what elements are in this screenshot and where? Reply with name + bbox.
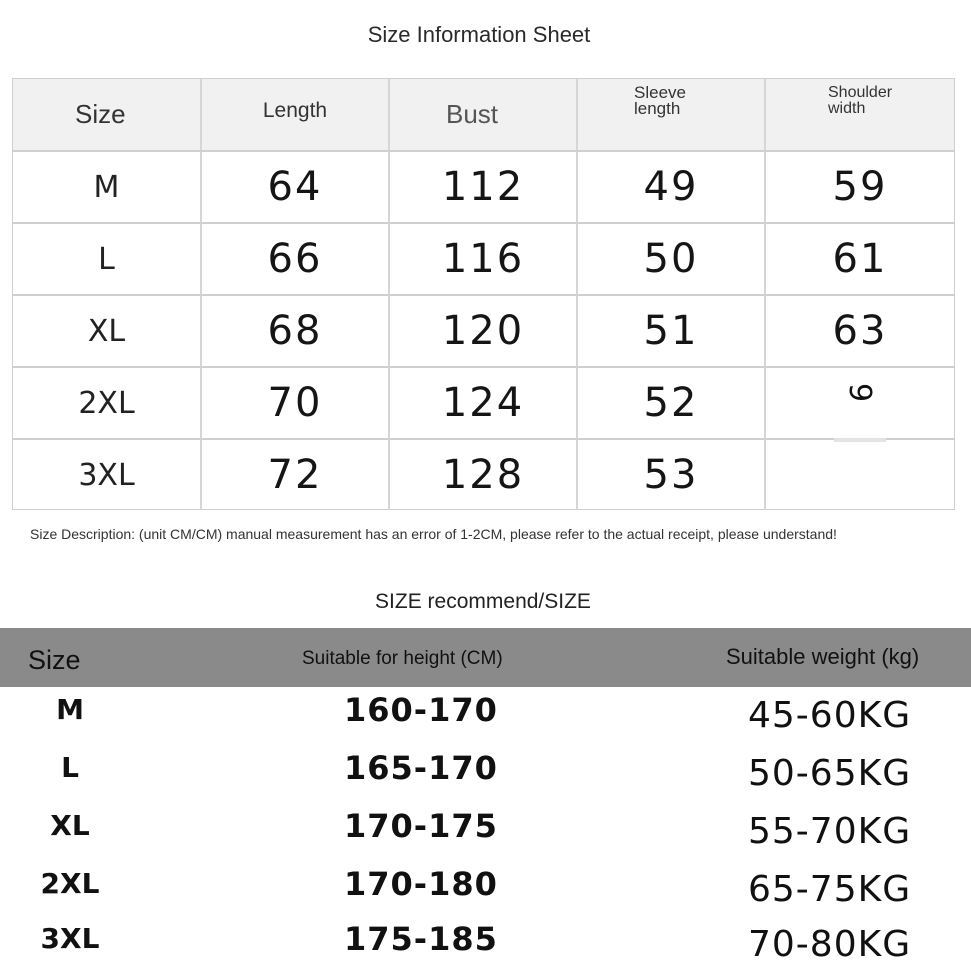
cell-size: M: [13, 152, 202, 222]
header-sleeve-line2: length: [634, 99, 681, 118]
recommend-height: 170-175: [344, 807, 498, 845]
cell-sleeve: 52: [578, 368, 766, 438]
cell-shoulder: 63: [832, 308, 888, 354]
cell-shoulder-rotated: 9: [842, 382, 878, 402]
size-information-table: [12, 78, 955, 510]
header-sleeve-length: [578, 79, 766, 150]
header-sleeve-line1: Sleeve: [634, 83, 686, 102]
cell-shoulder-empty: [766, 440, 954, 510]
recommend-header-row: [0, 628, 971, 687]
divider: [834, 438, 886, 442]
recommend-size: M: [56, 693, 84, 726]
recommend-header-weight: Suitable weight (kg): [726, 644, 920, 669]
header-length: Length: [202, 79, 390, 150]
recommend-row: [0, 916, 971, 974]
recommend-size: 2XL: [40, 867, 100, 900]
cell-size: XL: [13, 296, 202, 366]
table-row: [13, 296, 954, 368]
cell-bust: 120: [390, 296, 578, 366]
table-row: [13, 224, 954, 296]
header-shoulder-width: [766, 79, 954, 150]
header-shoulder-line1: Shoulder: [828, 84, 893, 101]
recommend-size: L: [61, 751, 79, 784]
cell-size: 2XL: [13, 368, 202, 438]
recommend-weight: 65-75KG: [748, 869, 912, 910]
cell-size: L: [13, 224, 202, 294]
cell-sleeve: 49: [578, 152, 766, 222]
cell-length: 70: [202, 368, 390, 438]
table-row: [13, 368, 954, 440]
recommend-header-size: Size: [28, 645, 81, 675]
cell-sleeve: 50: [578, 224, 766, 294]
cell-length: 64: [202, 152, 390, 222]
recommend-weight: 50-65KG: [748, 753, 912, 794]
recommend-height: 160-170: [344, 691, 498, 729]
cell-sleeve: 53: [578, 440, 766, 510]
recommend-row: [0, 803, 971, 861]
table-row: [13, 440, 954, 510]
cell-length: 72: [202, 440, 390, 510]
recommend-row: [0, 861, 971, 919]
recommend-weight: 45-60KG: [748, 695, 912, 736]
cell-sleeve: 51: [578, 296, 766, 366]
header-shoulder-line2: width: [828, 100, 866, 117]
header-size: Size: [13, 79, 202, 150]
recommend-height: 175-185: [344, 920, 498, 958]
recommend-row: [0, 745, 971, 803]
cell-shoulder: 61: [832, 236, 888, 282]
size-description-note: Size Description: (unit CM/CM) manual measurement has an error of 1-2CM, please refer to the actual receipt, please understand!: [30, 526, 837, 542]
size-sheet-title: Size Information Sheet: [367, 22, 591, 47]
recommend-weight: 70-80KG: [748, 924, 912, 965]
cell-size: 3XL: [13, 440, 202, 510]
recommend-row: [0, 687, 971, 745]
cell-shoulder: [766, 368, 954, 438]
cell-length: 66: [202, 224, 390, 294]
cell-bust: 112: [390, 152, 578, 222]
header-bust: Bust: [390, 79, 578, 150]
recommend-weight: 55-70KG: [748, 811, 912, 852]
recommend-size: XL: [50, 809, 90, 842]
table-row: [13, 152, 954, 224]
table-header-row: [13, 79, 954, 152]
cell-bust: 124: [390, 368, 578, 438]
recommend-size: 3XL: [40, 922, 100, 955]
recommend-height: 170-180: [344, 865, 498, 903]
cell-bust: 128: [390, 440, 578, 510]
recommend-height: 165-170: [344, 749, 498, 787]
cell-bust: 116: [390, 224, 578, 294]
recommend-title: SIZE recommend/SIZE: [375, 590, 591, 613]
cell-length: 68: [202, 296, 390, 366]
recommend-header-height: Suitable for height (CM): [302, 648, 503, 669]
cell-shoulder: 59: [832, 164, 888, 210]
